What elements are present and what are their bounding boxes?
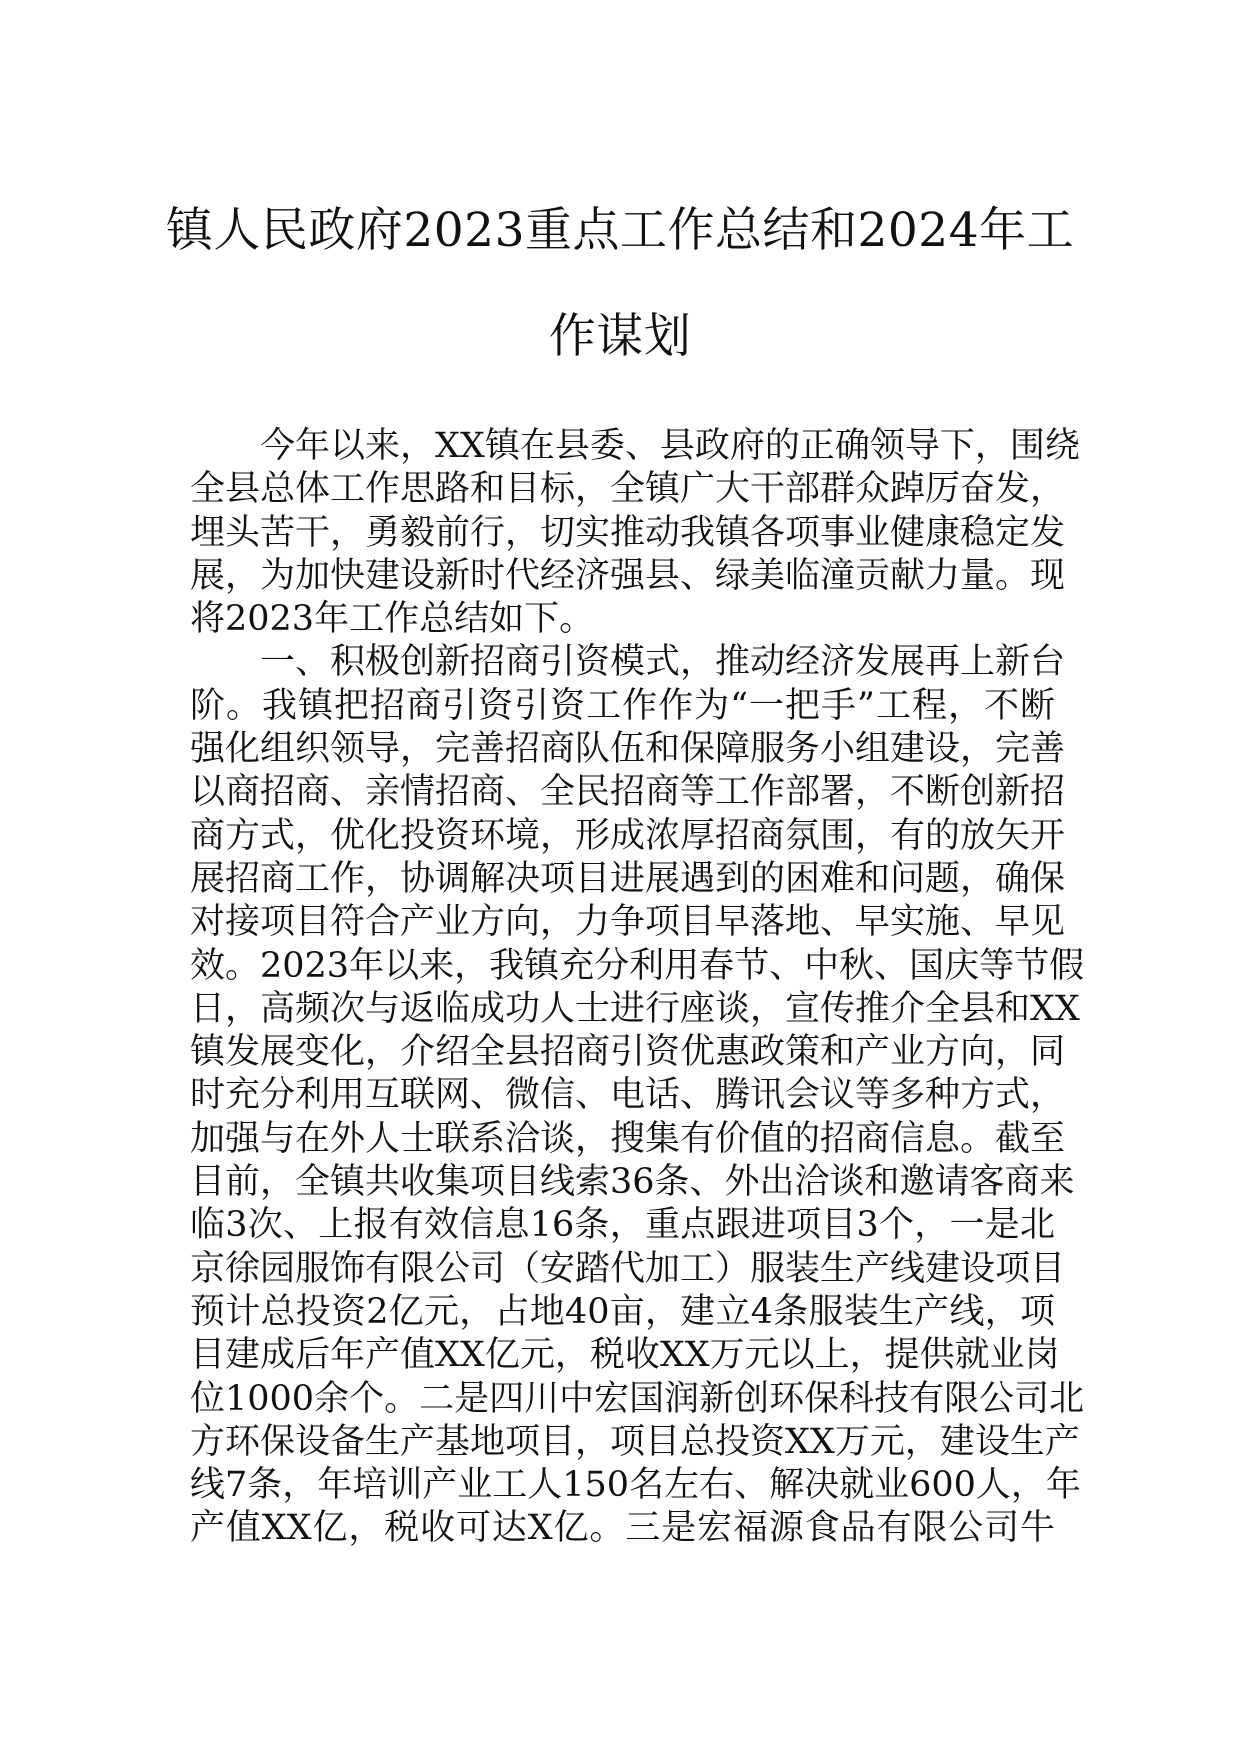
body-line: 加强与在外人士联系洽谈，搜集有价值的招商信息。截至 xyxy=(190,1118,1066,1159)
body-line: 目前，全镇共收集项目线索36条、外出洽谈和邀请客商来 xyxy=(190,1162,1075,1203)
body-line: 线7条，年培训产业工人150名左右、解决就业600人，年 xyxy=(190,1465,1081,1506)
body-line: 强化组织领导，完善招商队伍和保障服务小组建设，完善 xyxy=(190,729,1066,770)
body-line: 位1000余个。二是四川中宏国润新创环保科技有限公司北 xyxy=(190,1378,1085,1419)
body-line: 展招商工作，协调解决项目进展遇到的困难和问题，确保 xyxy=(190,858,1066,899)
body-line: 临3次、上报有效信息16条，重点跟进项目3个，一是北 xyxy=(190,1205,1055,1246)
body-line: 对接项目符合产业方向，力争项目早落地、早实施、早见 xyxy=(190,902,1066,943)
body-line: 阶。我镇把招商引资引资工作作为“一把手”工程，不断 xyxy=(190,685,1055,726)
body-line: 镇发展变化，介绍全县招商引资优惠政策和产业方向，同 xyxy=(190,1032,1066,1073)
document-title xyxy=(150,178,1090,390)
body-line: 京徐园服饰有限公司（安踏代加工）服装生产线建设项目 xyxy=(190,1248,1066,1289)
body-line: 产值XX亿，税收可达X亿。三是宏福源食品有限公司牛 xyxy=(190,1508,1055,1549)
body-line: 今年以来，XX镇在县委、县政府的正确领导下，围绕 xyxy=(260,426,1080,466)
document-body xyxy=(190,425,1085,1551)
body-line: 预计总投资2亿元，占地40亩，建立4条服装生产线，项 xyxy=(190,1291,1055,1332)
body-line: 目建成后年产值XX亿元，税收XX万元以上，提供就业岗 xyxy=(190,1335,1060,1376)
body-line: 全县总体工作思路和目标，全镇广大干部群众踔厉奋发， xyxy=(190,469,1066,510)
body-line: 方环保设备生产基地项目，项目总投资XX万元，建设生产 xyxy=(190,1421,1080,1462)
title-line-2: 作谋划 xyxy=(548,309,692,364)
body-line: 展，为加快建设新时代经济强县、绿美临潼贡献力量。现 xyxy=(190,555,1066,596)
body-line: 一、积极创新招商引资模式，推动经济发展再上新台 xyxy=(260,642,1066,683)
body-line: 埋头苦干，勇毅前行，切实推动我镇各项事业健康稳定发 xyxy=(190,512,1066,553)
body-line: 以商招商、亲情招商、全民招商等工作部署，不断创新招 xyxy=(190,772,1066,813)
body-line: 商方式，优化投资环境，形成浓厚招商氛围，有的放矢开 xyxy=(190,815,1066,856)
body-line: 效。2023年以来，我镇充分利用春节、中秋、国庆等节假 xyxy=(190,945,1085,986)
body-line: 日，高频次与返临成功人士进行座谈，宣传推介全县和XX xyxy=(190,988,1080,1029)
title-line-1: 镇人民政府2023重点工作总结和2024年工 xyxy=(165,203,1075,258)
body-line: 时充分利用互联网、微信、电话、腾讯会议等多种方式， xyxy=(190,1075,1066,1116)
body-line: 将2023年工作总结如下。 xyxy=(190,599,595,640)
